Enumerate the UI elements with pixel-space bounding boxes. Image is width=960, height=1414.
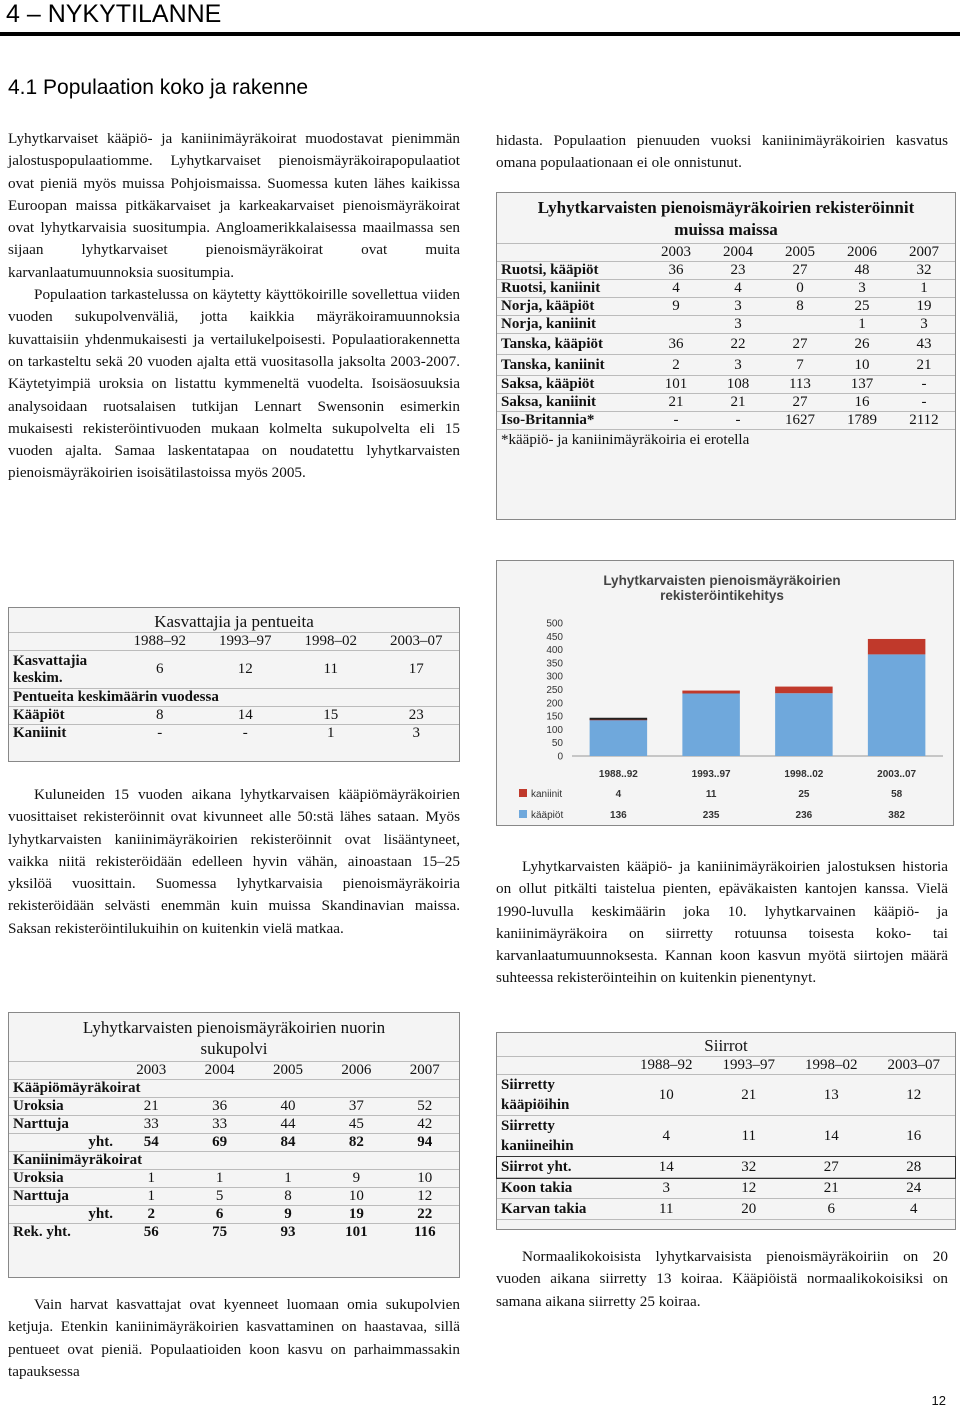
legend-swatch-kaniinit — [519, 789, 527, 797]
section-heading: 4.1 Populaation koko ja rakenne — [8, 76, 309, 99]
col-header: 2003–07 — [374, 633, 460, 651]
cell: 25 — [831, 298, 893, 316]
cell: 21 — [707, 394, 769, 412]
bar-kaapiot — [868, 654, 926, 756]
x-tick-label: 1988..92 — [598, 769, 638, 780]
cell: 9 — [645, 298, 707, 316]
bar-kaniinit — [868, 639, 926, 654]
row-label: Kasvattajia keskim. — [9, 651, 117, 689]
table-row — [497, 262, 955, 280]
row-label: Rek. yht. — [13, 1224, 71, 1240]
cell: 1 — [117, 1188, 185, 1206]
cell: 8 — [769, 298, 831, 316]
row-label: Tanska, kääpiöt — [497, 334, 645, 355]
cell: 1789 — [831, 412, 893, 430]
cell: 21 — [117, 1098, 185, 1116]
y-tick-label: 100 — [546, 724, 563, 736]
left-text-3 — [8, 1294, 460, 1383]
transfers-table — [497, 1033, 955, 1220]
cell: 7 — [769, 355, 831, 376]
col-header: 2003 — [645, 244, 707, 262]
cell: 137 — [831, 376, 893, 394]
table-row — [497, 1157, 955, 1178]
cell: 11 — [708, 1116, 791, 1157]
legend-label-kaniinit: kaniinit — [531, 789, 563, 800]
cell: 9 — [254, 1206, 322, 1224]
cell: 12 — [708, 1178, 791, 1199]
table-title: Lyhytkarvaisten pienoismäyräkoirien rekisteröinnit muissa maissa — [537, 198, 915, 239]
cell: - — [707, 412, 769, 430]
cell: 0 — [769, 280, 831, 298]
cell: 11 — [625, 1199, 708, 1220]
cell: 37 — [322, 1098, 390, 1116]
cell: 48 — [831, 262, 893, 280]
data-label-kaapiot: 136 — [610, 810, 627, 821]
row-label: Ruotsi, kääpiöt — [497, 262, 645, 280]
cell: 44 — [254, 1116, 322, 1134]
cell: 33 — [117, 1116, 185, 1134]
registration-chart-box — [496, 560, 954, 826]
y-tick-label: 250 — [546, 685, 563, 696]
young-table — [9, 1013, 459, 1241]
y-tick-label: 400 — [546, 645, 563, 657]
table-note: *kääpiö- ja kaniinimäyräkoiria ei erotella — [501, 432, 750, 448]
cell: 21 — [645, 394, 707, 412]
col-header: 1998–02 — [288, 633, 374, 651]
cell: 19 — [322, 1206, 390, 1224]
cell: 113 — [769, 376, 831, 394]
row-label: Saksa, kääpiöt — [497, 376, 645, 394]
registration-chart — [497, 561, 953, 825]
cell: 10 — [322, 1188, 390, 1206]
cell: 26 — [831, 334, 893, 355]
chapter-rule — [0, 32, 960, 36]
nordic-table — [497, 193, 955, 449]
row-label: Saksa, kaniinit — [497, 394, 645, 412]
cell: 14 — [203, 707, 289, 725]
cell: 14 — [625, 1157, 708, 1178]
cell: 6 — [790, 1199, 873, 1220]
row-label: Kaniinit — [13, 725, 67, 741]
paragraph: Populaation tarkastelussa on käytetty käyttökoirille sovellettua viiden vuoden sukupolvenväliä, jotta kaikkia mäyräkoiramuunnoksia kuvattaisiin yhdenmukaisesti ja vertailukelpoisesti. Populaatiorakennetta on tarkasteltu sekä 20 vuoden ajalta että vuositasolla jaksolta 2003-2007. Käytetyimpiä uroksia on listattu kymmeneltä vuodelta. Isoisäosuuksia analysoidaan ruotsalaisen tutkijan Lennart Swensonin esimerkin mukaisesti rekisteröintivuoden mukaan kolmelta sukupolvelta eli 15 vuoden ajalta. Samaa laskentatapaa on noudatettu lyhytkarvaisten pienoismäyräkoirien isoisätilastoissa myös 2005. — [8, 286, 460, 482]
col-header: 1988–92 — [625, 1057, 708, 1075]
cell: - — [893, 394, 955, 412]
bar-kaniinit — [775, 687, 833, 694]
table-row — [497, 1075, 955, 1116]
data-label-kaapiot: 235 — [702, 810, 720, 821]
row-label: Ruotsi, kaniinit — [497, 280, 645, 298]
table-row — [497, 334, 955, 355]
data-label-kaniinit: 4 — [615, 789, 622, 800]
cell: 43 — [893, 334, 955, 355]
cell: 12 — [391, 1188, 459, 1206]
cell: 2 — [117, 1206, 185, 1224]
cell: 27 — [790, 1157, 873, 1178]
row-label: Siirretty kääpiöihin — [497, 1075, 625, 1116]
row-label: Koon takia — [497, 1178, 625, 1199]
cell: 21 — [708, 1075, 791, 1116]
col-header: 2005 — [769, 244, 831, 262]
cell: 28 — [873, 1157, 956, 1178]
cell: 27 — [769, 262, 831, 280]
cell: 3 — [412, 725, 420, 741]
cell: 82 — [322, 1134, 390, 1152]
cell: 21 — [893, 355, 955, 376]
table-title: Kasvattajia ja pentueita — [154, 612, 314, 631]
cell: - — [157, 725, 163, 741]
chapter-heading: 4 – NYKYTILANNE — [6, 0, 222, 28]
y-tick-label: 300 — [546, 671, 563, 683]
nordic-table-box — [496, 192, 956, 520]
bar-kaapiot — [775, 693, 833, 756]
cell: 8 — [254, 1188, 322, 1206]
row-label: Siirretty kaniineihin — [497, 1116, 625, 1157]
cell: 19 — [893, 298, 955, 316]
cell: 20 — [708, 1199, 791, 1220]
row-label: Iso-Britannia* — [497, 412, 645, 430]
row-label: Uroksia — [9, 1098, 117, 1116]
cell: 32 — [708, 1157, 791, 1178]
table-row — [497, 280, 955, 298]
x-tick-label: 2003..07 — [877, 769, 917, 780]
row-label: Narttuja — [9, 1116, 117, 1134]
cell: 1 — [117, 1170, 185, 1188]
cell: 12 — [203, 651, 289, 689]
table-row — [497, 1199, 955, 1220]
cell: 101 — [645, 376, 707, 394]
table-row — [497, 1116, 955, 1157]
cell: 9 — [322, 1170, 390, 1188]
young-table-box — [8, 1012, 460, 1278]
row-label: Norja, kaniinit — [497, 316, 645, 334]
cell: 15 — [288, 707, 374, 725]
cell: 1 — [327, 725, 335, 741]
col-header: 1988–92 — [117, 633, 203, 651]
paragraph: Kuluneiden 15 vuoden aikana lyhytkarvaisen kääpiömäyräkoirien vuosittaiset rekisteröinnit ovat kivunneet alle 50:stä lähes sataan. Myös lyhytkarvaisten kaniinimäyräkoirien rekisteröinnit ovat lisääntyneet, vaikka niitä rekisteröidään edelleen hyvin vähän, ainoastaan 15–25 yksilöä vuosittain. Suomessa lyhytkarvaisia pienoismäyräkoiria rekisteröidään selvästi enemmän kuin muissa Skandinavian maissa. Saksan rekisteröintilukuihin on kuitenkin vielä matkaa. — [8, 786, 460, 937]
col-header: 1993–97 — [708, 1057, 791, 1075]
cell — [645, 316, 707, 334]
cell: 14 — [790, 1116, 873, 1157]
row-label: Tanska, kaniinit — [497, 355, 645, 376]
paragraph: hidasta. Populaation pienuuden vuoksi kaniinimäyräkoirien kasvatus omana populaationaan ei ole onnistunut. — [496, 132, 948, 172]
breeders-table-box — [8, 607, 460, 762]
table-row — [497, 1178, 955, 1199]
table-title: Siirrot — [704, 1036, 748, 1055]
table-title: Lyhytkarvaisten pienoismäyräkoirien nuorin sukupolvi — [82, 1018, 386, 1058]
data-label-kaniinit: 11 — [705, 789, 717, 800]
cell: 1627 — [769, 412, 831, 430]
table-row — [497, 412, 955, 430]
right-text-1 — [496, 130, 948, 175]
right-text-3 — [496, 1246, 948, 1313]
left-text-2 — [8, 784, 460, 940]
cell: 36 — [645, 262, 707, 280]
cell: 3 — [707, 355, 769, 376]
cell: 27 — [769, 334, 831, 355]
paragraph: Lyhytkarvaisten kääpiö- ja kaniinimäyräkoirien jalostuksen historia on ollut pitkälti taistelua pienten, epäväkaisten kantojen kanssa. Vielä 1990-luvulla keskimäärin joka 10. lyhytkarvainen kääpiö- ja kaniinimäyräkoira on siirretty rotuunsa toisesta koko- tai karvanlaatumuunnoksesta. Kannan koon kasvun myötä siirtojen määrä suhteessa rekisteröinteihin on kuitenkin pienentynyt. — [496, 858, 948, 987]
cell: 75 — [212, 1224, 228, 1240]
cell: 12 — [873, 1075, 956, 1116]
cell: 33 — [185, 1116, 253, 1134]
cell: 27 — [769, 394, 831, 412]
cell: 32 — [893, 262, 955, 280]
cell: 22 — [707, 334, 769, 355]
cell: 5 — [185, 1188, 253, 1206]
cell: 3 — [707, 316, 769, 334]
cell: 108 — [707, 376, 769, 394]
cell: 22 — [391, 1206, 459, 1224]
table-row — [497, 316, 955, 334]
col-header: 2003–07 — [873, 1057, 956, 1075]
cell: 116 — [413, 1224, 436, 1240]
col-header: 2004 — [707, 244, 769, 262]
cell: 93 — [280, 1224, 296, 1240]
cell: 16 — [873, 1116, 956, 1157]
cell: 36 — [185, 1098, 253, 1116]
cell: 3 — [625, 1178, 708, 1199]
section-label: Kääpiömäyräkoirat — [9, 1080, 459, 1098]
legend-label-kaapiot: kääpiöt — [531, 810, 564, 821]
x-tick-label: 1998..02 — [784, 769, 824, 780]
data-label-kaniinit: 58 — [891, 789, 903, 800]
breeders-table — [9, 608, 459, 742]
col-header: 2006 — [322, 1062, 390, 1080]
cell: 10 — [625, 1075, 708, 1116]
table-row — [497, 394, 955, 412]
page-number: 12 — [931, 1393, 946, 1408]
row-label: Uroksia — [9, 1170, 117, 1188]
data-label-kaniinit: 25 — [798, 789, 810, 800]
section-label: Kaniinimäyräkoirat — [9, 1152, 459, 1170]
cell: 40 — [254, 1098, 322, 1116]
y-tick-label: 0 — [557, 751, 563, 763]
table-row — [497, 298, 955, 316]
cell: 2 — [645, 355, 707, 376]
row-label: Siirrot yht. — [497, 1157, 625, 1178]
bar-kaniinit — [682, 691, 740, 694]
y-tick-label: 450 — [546, 631, 563, 643]
cell: 52 — [391, 1098, 459, 1116]
y-tick-label: 350 — [546, 658, 563, 670]
cell: 4 — [873, 1199, 956, 1220]
legend-swatch-kaapiot — [519, 810, 527, 818]
col-header: 2007 — [893, 244, 955, 262]
cell: 10 — [831, 355, 893, 376]
table-row — [497, 355, 955, 376]
subheader: Pentueita keskimäärin vuodessa — [9, 689, 459, 707]
y-tick-label: 200 — [546, 698, 563, 710]
y-tick-label: 500 — [546, 618, 563, 630]
cell: 3 — [831, 280, 893, 298]
cell: 6 — [185, 1206, 253, 1224]
cell: 1 — [185, 1170, 253, 1188]
cell: 4 — [645, 280, 707, 298]
cell: 101 — [345, 1224, 368, 1240]
cell: 84 — [254, 1134, 322, 1152]
cell: 4 — [625, 1116, 708, 1157]
cell: 17 — [374, 651, 460, 689]
row-label: Karvan takia — [497, 1199, 625, 1220]
bar-kaapiot — [590, 720, 648, 756]
bar-kaapiot — [682, 693, 740, 756]
cell: 8 — [117, 707, 203, 725]
col-header: 2003 — [117, 1062, 185, 1080]
cell: 13 — [790, 1075, 873, 1116]
data-label-kaapiot: 382 — [888, 810, 905, 821]
table-row — [497, 376, 955, 394]
paragraph: Normaalikokoisista lyhytkarvaisista pienoismäyräkoiriin on 20 vuoden aikana siirretty 13 koiraa. Kääpiöistä normaalikokoisiksi on samana aikana siirretty 25 koiraa. — [496, 1248, 948, 1310]
cell: 45 — [322, 1116, 390, 1134]
x-tick-label: 1993..97 — [691, 769, 731, 780]
cell: 23 — [707, 262, 769, 280]
y-tick-label: 50 — [551, 738, 563, 750]
row-label: Narttuja — [9, 1188, 117, 1206]
y-tick-label: 150 — [546, 711, 563, 723]
cell: 11 — [288, 651, 374, 689]
cell: 36 — [645, 334, 707, 355]
paragraph: Lyhytkarvaiset kääpiö- ja kaniinimäyräkoirat muodostavat pienimmän jalostuspopulaatiomme. Lyhytkarvaiset pienoismäyräkoirapopulaatiot ovat pieniä myös muissa Pohjoismaissa. Suomessa kuten lähes kaikissa Euroopan maissa pitkäkarvaiset ja karkeakarvaiset pienoismäyräkoirat ovat lyhytkarvaisia suositumpia. Angloamerikkalaisessa maailmassa sen sijaan lyhytkarvaiset pienoismäyräkoirat ovat muita karvanlaatumuunnoksia suositumpia. — [8, 130, 460, 281]
row-label: yht. — [9, 1134, 117, 1152]
cell: 4 — [707, 280, 769, 298]
cell: - — [242, 725, 248, 741]
col-header: 1998–02 — [790, 1057, 873, 1075]
row-label: Norja, kääpiöt — [497, 298, 645, 316]
cell: 1 — [254, 1170, 322, 1188]
right-text-2 — [496, 856, 948, 990]
cell: 3 — [893, 316, 955, 334]
cell: 23 — [374, 707, 460, 725]
col-header: 2005 — [254, 1062, 322, 1080]
cell: 2112 — [893, 412, 955, 430]
cell: - — [645, 412, 707, 430]
cell: 54 — [117, 1134, 185, 1152]
cell: 3 — [707, 298, 769, 316]
col-header: 1993–97 — [203, 633, 289, 651]
col-header: 2006 — [831, 244, 893, 262]
cell: 10 — [391, 1170, 459, 1188]
cell: 24 — [873, 1178, 956, 1199]
cell: 6 — [117, 651, 203, 689]
row-label: yht. — [9, 1206, 117, 1224]
transfers-table-box — [496, 1032, 956, 1230]
cell: 69 — [185, 1134, 253, 1152]
cell: 1 — [893, 280, 955, 298]
cell: 16 — [831, 394, 893, 412]
chart-title: Lyhytkarvaisten pienoismäyräkoirien rekisteröintikehitys — [603, 573, 841, 603]
cell: 94 — [391, 1134, 459, 1152]
data-label-kaapiot: 236 — [795, 810, 813, 821]
cell: 56 — [143, 1224, 159, 1240]
col-header: 2007 — [391, 1062, 459, 1080]
cell: 1 — [831, 316, 893, 334]
col-header: 2004 — [185, 1062, 253, 1080]
left-text-1 — [8, 128, 460, 485]
cell: 21 — [790, 1178, 873, 1199]
cell: 42 — [391, 1116, 459, 1134]
cell — [769, 316, 831, 334]
paragraph: Vain harvat kasvattajat ovat kyenneet luomaan omia sukupolvien ketjuja. Etenkin kaniinimäyräkoirien kasvattaminen on haastavaa, sillä pentueet ovat pieniä. Populaatioiden koon kasvu on parhaimmassakin tapauksessa — [8, 1296, 460, 1380]
cell: - — [893, 376, 955, 394]
row-label: Kääpiöt — [9, 707, 117, 725]
